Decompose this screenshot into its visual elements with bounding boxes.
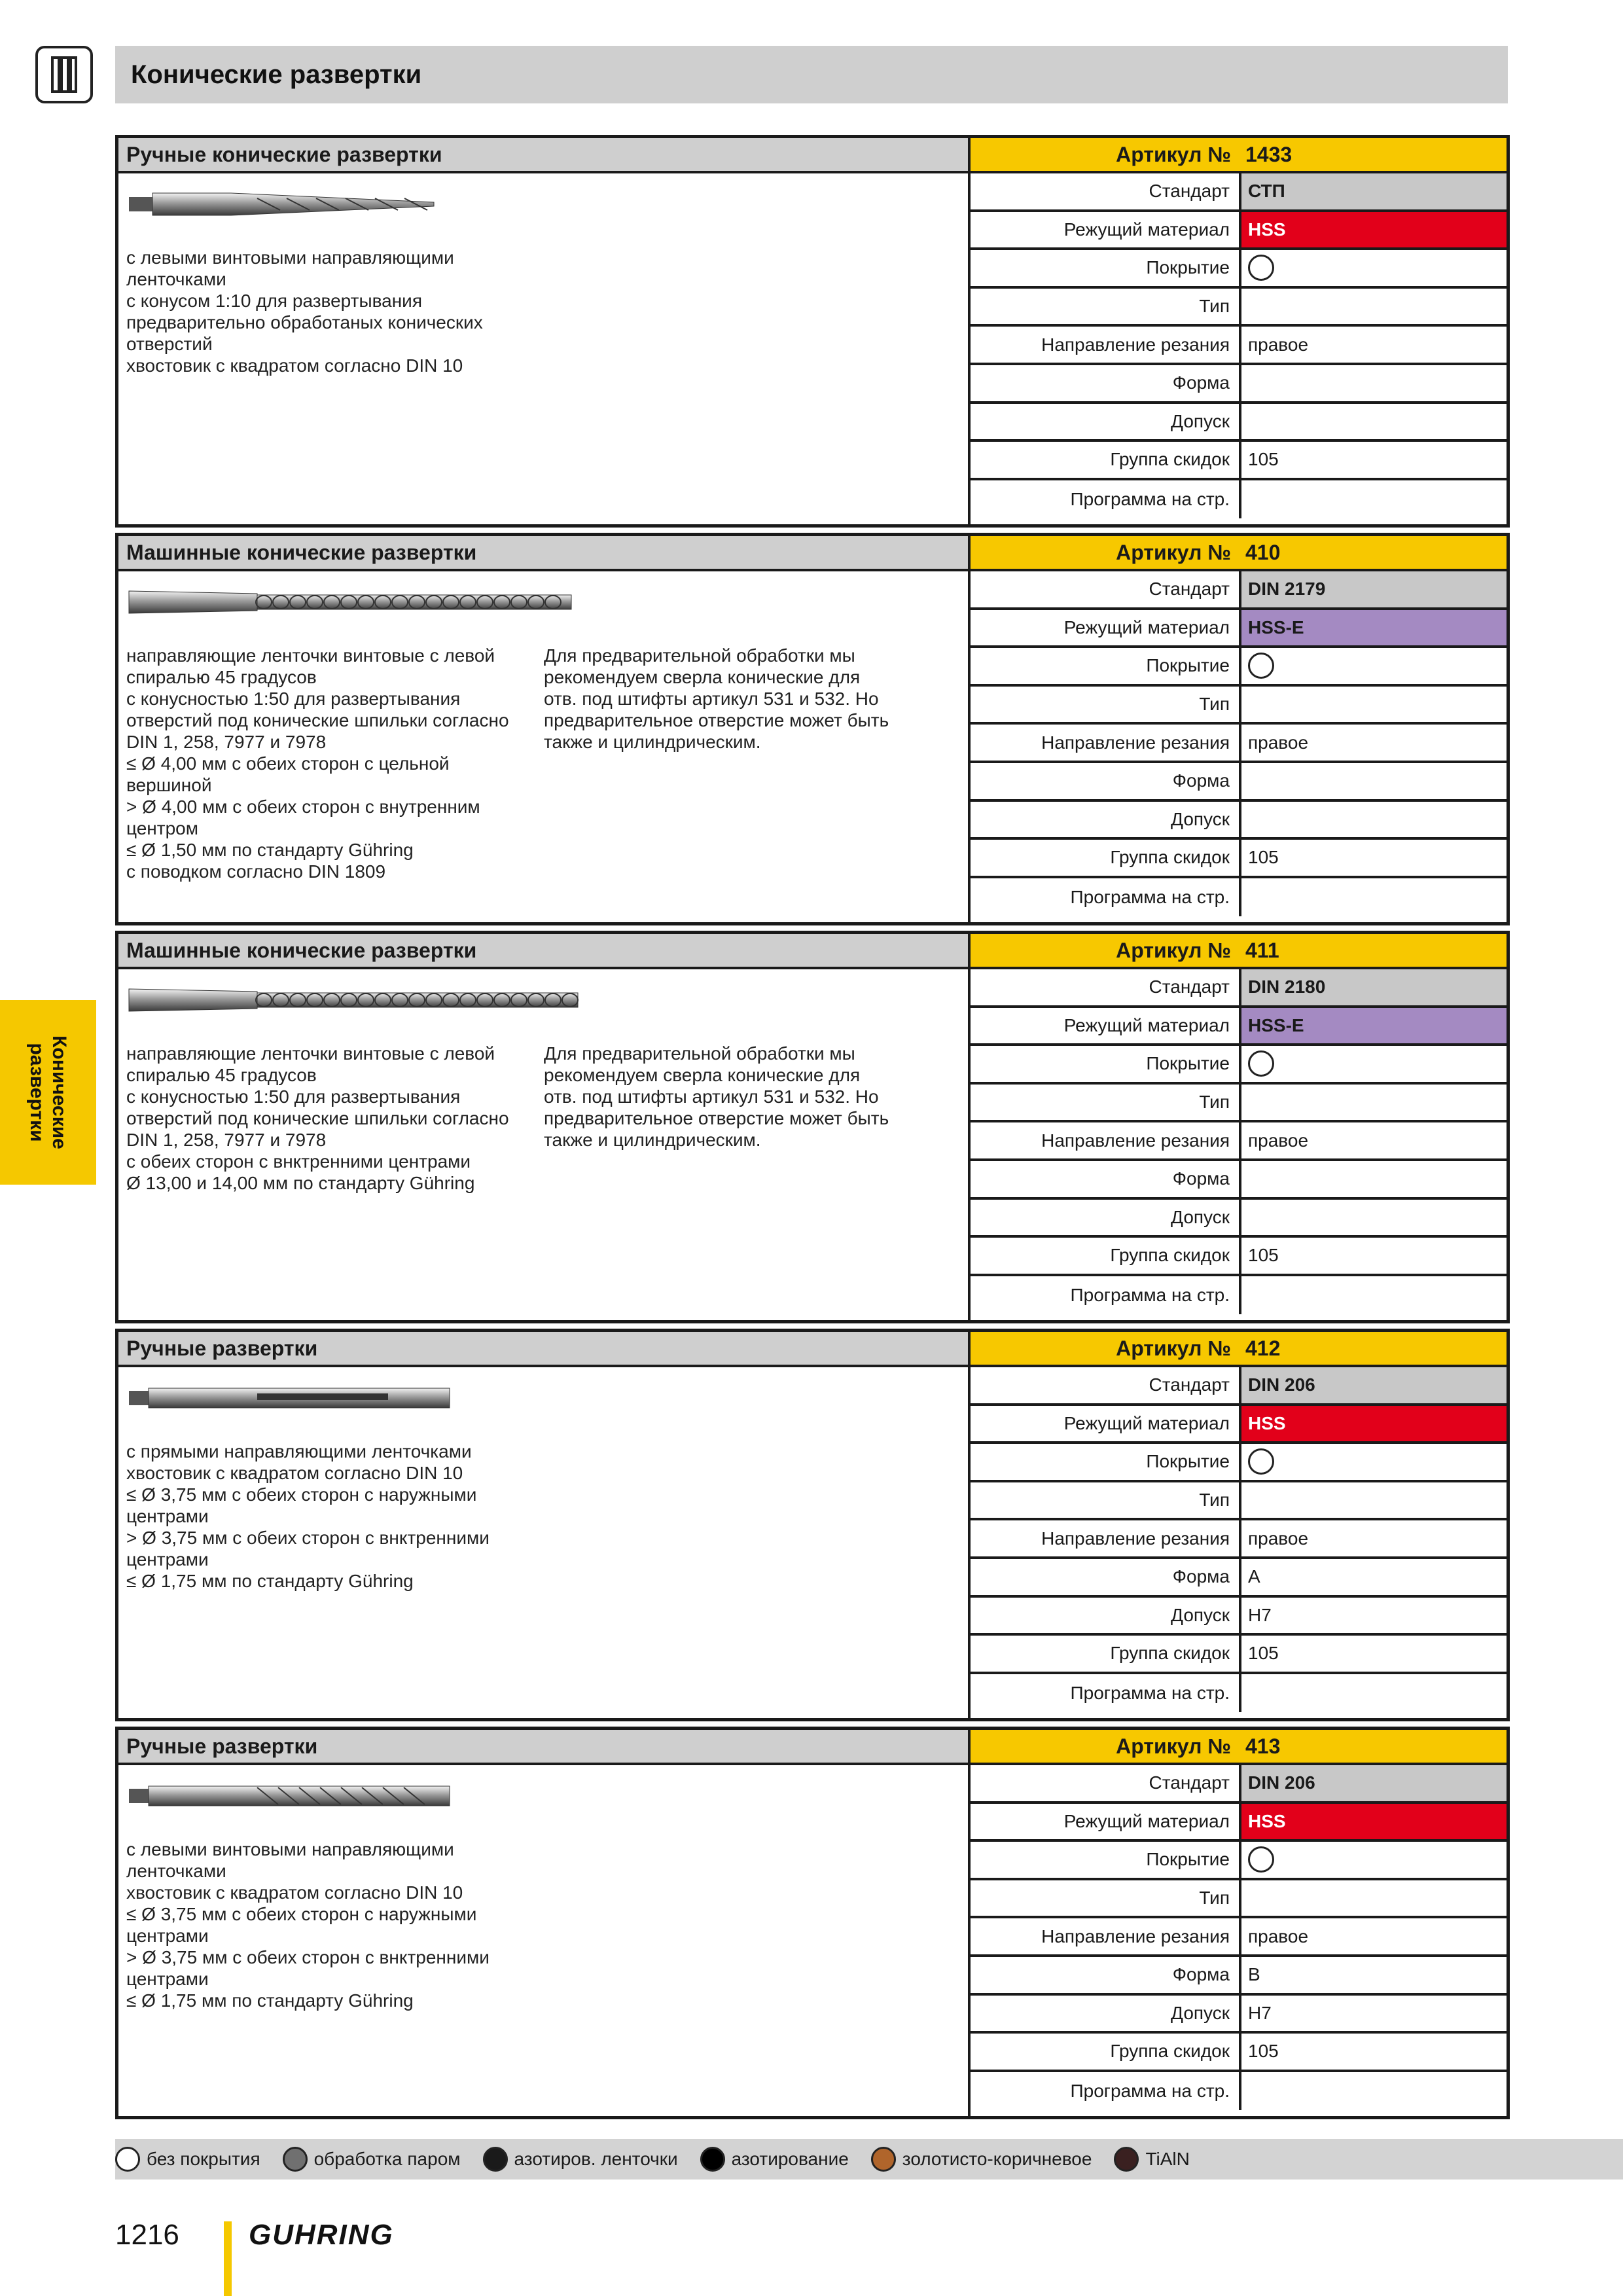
uncoated-icon [1248, 1050, 1274, 1077]
property-value-type [1241, 1482, 1507, 1518]
property-value-coating [1241, 1842, 1507, 1878]
property-row-type [971, 1880, 1507, 1919]
uncoated-icon [1248, 1448, 1274, 1475]
property-row-program [971, 1674, 1507, 1713]
product-description: с левыми винтовыми направляющими ленточками с конусом 1:10 для развертывания предварительно обработаных конических отверстий хвостовик с квадратом согласно DIN 10 [126, 247, 483, 376]
property-row-type [971, 1482, 1507, 1521]
product-description-panel [118, 571, 971, 922]
legend-item [115, 2147, 260, 2172]
property-value-direction: правое [1248, 1926, 1309, 1946]
legend-label: TiAlN [1145, 2149, 1190, 2169]
legend-item [700, 2147, 849, 2172]
uncoated-icon [1248, 653, 1274, 679]
property-value-type [1241, 1880, 1507, 1916]
coating-swatch-icon [115, 2147, 140, 2172]
property-value-type [1241, 1085, 1507, 1121]
property-label: Допуск [971, 1996, 1241, 2032]
property-label: Режущий материал [971, 1804, 1241, 1840]
property-row-form [971, 1161, 1507, 1200]
property-value-material: HSS [1241, 1804, 1507, 1840]
reamer-tool-image [126, 582, 584, 624]
property-label: Тип [971, 1880, 1241, 1916]
property-row-form [971, 763, 1507, 802]
property-label: Форма [971, 1957, 1241, 1993]
property-value-form [1241, 1161, 1507, 1197]
reamer-tab-icon [35, 46, 93, 103]
property-row-discount [971, 1636, 1507, 1674]
product-recommendation: Для предварительной обработки мы рекомендуем сверла конические для отв. под штифты артикул 531 и 532. Но предварительное отверстие может быть также и цилиндрическим. [544, 645, 889, 752]
article-label: Артикул № [1116, 938, 1231, 962]
coating-swatch-icon [483, 2147, 508, 2172]
product-block [115, 1329, 1510, 1721]
property-row-tolerance [971, 404, 1507, 442]
legend-item [483, 2147, 678, 2172]
property-row-direction [971, 1122, 1507, 1161]
product-description-panel [118, 969, 971, 1320]
property-row-tolerance [971, 1598, 1507, 1636]
property-row-tolerance [971, 802, 1507, 840]
reamer-tool-image [126, 184, 440, 226]
property-value-direction: правое [1248, 334, 1309, 355]
page-title-band [115, 46, 1508, 103]
page-number: 1216 [115, 2219, 179, 2251]
property-value-program [1241, 878, 1507, 917]
property-value-discount: 105 [1248, 2041, 1279, 2062]
coating-swatch-icon [1114, 2147, 1139, 2172]
property-value-tolerance [1241, 1200, 1507, 1236]
article-label: Артикул № [1116, 1734, 1231, 1758]
property-label: Программа на стр. [971, 1276, 1241, 1315]
legend-label: обработка паром [313, 2149, 461, 2169]
property-label: Направление резания [971, 1122, 1241, 1158]
product-title: Машинные конические развертки [118, 934, 971, 969]
article-label: Артикул № [1116, 540, 1231, 564]
properties-table [971, 571, 1507, 922]
property-value-standard: СТП [1241, 173, 1507, 209]
property-label: Стандарт [971, 173, 1241, 209]
property-row-type [971, 687, 1507, 725]
property-row-standard [971, 1765, 1507, 1804]
article-row [971, 1730, 1507, 1765]
property-value-material: HSS-E [1241, 1008, 1507, 1044]
property-row-direction [971, 1918, 1507, 1957]
property-value-discount: 105 [1248, 847, 1279, 868]
property-row-tolerance [971, 1996, 1507, 2034]
property-value-type [1241, 289, 1507, 325]
property-label: Допуск [971, 404, 1241, 440]
reamer-tool-image [126, 1378, 454, 1420]
article-label: Артикул № [1116, 1336, 1231, 1360]
property-value-direction: правое [1248, 1130, 1309, 1151]
property-value-material: HSS [1241, 212, 1507, 248]
product-block [115, 533, 1510, 925]
property-value-direction: правое [1248, 732, 1309, 753]
property-value-program [1241, 1276, 1507, 1315]
article-number[interactable]: 410 [1245, 540, 1281, 564]
property-label: Стандарт [971, 571, 1241, 607]
property-label: Стандарт [971, 969, 1241, 1005]
side-tab-label: Конические развертки [26, 1035, 70, 1149]
property-label: Программа на стр. [971, 480, 1241, 519]
property-label: Стандарт [971, 1367, 1241, 1403]
reamer-tool-image [126, 1776, 454, 1818]
property-label: Допуск [971, 1200, 1241, 1236]
property-row-material [971, 610, 1507, 649]
property-row-form [971, 365, 1507, 404]
legend-item [283, 2147, 461, 2172]
property-label: Покрытие [971, 648, 1241, 684]
property-label: Группа скидок [971, 442, 1241, 478]
product-description-panel [118, 1765, 971, 2116]
property-value-standard: DIN 206 [1241, 1367, 1507, 1403]
property-label: Покрытие [971, 1842, 1241, 1878]
property-label: Программа на стр. [971, 1674, 1241, 1713]
product-block [115, 1727, 1510, 2119]
property-value-standard: DIN 206 [1241, 1765, 1507, 1801]
article-row [971, 536, 1507, 571]
properties-table [971, 1367, 1507, 1718]
property-label: Допуск [971, 802, 1241, 838]
property-label: Стандарт [971, 1765, 1241, 1801]
property-row-standard [971, 173, 1507, 212]
legend-item [871, 2147, 1092, 2172]
legend-label: азотирование [731, 2149, 849, 2169]
article-row [971, 1332, 1507, 1367]
property-row-program [971, 2072, 1507, 2111]
coating-swatch-icon [283, 2147, 308, 2172]
properties-table [971, 1765, 1507, 2116]
coating-swatch-icon [871, 2147, 896, 2172]
property-row-coating [971, 1046, 1507, 1085]
property-label: Тип [971, 1482, 1241, 1518]
property-row-program [971, 1276, 1507, 1315]
property-value-form: B [1248, 1964, 1260, 1985]
properties-table [971, 969, 1507, 1320]
property-row-coating [971, 250, 1507, 289]
property-row-type [971, 1085, 1507, 1123]
coating-legend [115, 2139, 1623, 2179]
legend-label: азотиров. ленточки [514, 2149, 678, 2169]
property-label: Тип [971, 687, 1241, 723]
property-label: Группа скидок [971, 1238, 1241, 1274]
property-label: Форма [971, 763, 1241, 799]
product-description: с левыми винтовыми направляющими ленточками хвостовик с квадратом согласно DIN 10 ≤ Ø 3,75 мм с обеих сторон с наружными центрами > Ø 3,75 мм с обеих сторон с внктренними центрами ≤ Ø 1,75 мм по стандарту Gühring [126, 1839, 490, 2011]
property-row-direction [971, 725, 1507, 763]
product-title: Машинные конические развертки [118, 536, 971, 571]
property-row-form [971, 1559, 1507, 1598]
legend-label: золотисто-коричневое [902, 2149, 1092, 2169]
product-block [115, 931, 1510, 1323]
article-row [971, 138, 1507, 173]
product-title: Ручные развертки [118, 1332, 971, 1367]
property-label: Покрытие [971, 250, 1241, 286]
property-label: Допуск [971, 1598, 1241, 1634]
property-label: Покрытие [971, 1046, 1241, 1082]
article-row [971, 934, 1507, 969]
property-value-discount: 105 [1248, 449, 1279, 470]
product-title: Ручные развертки [118, 1730, 971, 1765]
product-block [115, 135, 1510, 528]
property-value-coating [1241, 648, 1507, 684]
property-row-standard [971, 571, 1507, 610]
property-label: Программа на стр. [971, 2072, 1241, 2111]
product-description: направляющие ленточки винтовые с левой спиралью 45 градусов с конусностью 1:50 для развертывания отверстий под конические шпильки согласно DIN 1, 258, 7977 и 7978 с обеих сторон с внктренними центрами Ø 13,00 и 14,00 мм по стандарту Gühring [126, 1043, 509, 1193]
property-label: Направление резания [971, 1520, 1241, 1556]
property-label: Режущий материал [971, 1008, 1241, 1044]
product-title: Ручные конические развертки [118, 138, 971, 173]
legend-label: без покрытия [147, 2149, 260, 2169]
property-label: Форма [971, 365, 1241, 401]
property-label: Режущий материал [971, 610, 1241, 646]
section-side-tab[interactable] [0, 1000, 96, 1185]
article-label: Артикул № [1116, 142, 1231, 166]
property-label: Тип [971, 1085, 1241, 1121]
property-value-program [1241, 480, 1507, 519]
property-value-material: HSS-E [1241, 610, 1507, 646]
brand-logo: GUHRING [249, 2219, 394, 2251]
uncoated-icon [1248, 255, 1274, 281]
property-row-standard [971, 969, 1507, 1008]
property-value-program [1241, 1674, 1507, 1713]
property-label: Направление резания [971, 327, 1241, 363]
coating-swatch-icon [700, 2147, 725, 2172]
property-row-program [971, 480, 1507, 519]
property-value-discount: 105 [1248, 1643, 1279, 1664]
property-value-tolerance: H7 [1248, 2002, 1272, 2023]
property-label: Группа скидок [971, 1636, 1241, 1672]
property-label: Форма [971, 1161, 1241, 1197]
article-number[interactable]: 411 [1245, 938, 1279, 962]
property-label: Тип [971, 289, 1241, 325]
property-value-coating [1241, 250, 1507, 286]
property-row-type [971, 289, 1507, 327]
property-row-form [971, 1957, 1507, 1996]
property-value-discount: 105 [1248, 1245, 1279, 1266]
property-value-program [1241, 2072, 1507, 2111]
property-value-tolerance: H7 [1248, 1604, 1272, 1625]
property-row-material [971, 1804, 1507, 1842]
property-row-standard [971, 1367, 1507, 1406]
page-title: Конические развертки [131, 60, 422, 89]
property-value-standard: DIN 2180 [1241, 969, 1507, 1005]
property-row-direction [971, 1520, 1507, 1559]
property-value-material: HSS [1241, 1406, 1507, 1442]
property-label: Группа скидок [971, 2034, 1241, 2070]
property-row-material [971, 212, 1507, 251]
footer-accent-bar [224, 2221, 232, 2296]
product-description: с прямыми направляющими ленточками хвостовик с квадратом согласно DIN 10 ≤ Ø 3,75 мм с обеих сторон с наружными центрами > Ø 3,75 мм с обеих сторон с внктренними центрами ≤ Ø 1,75 мм по стандарту Gühring [126, 1441, 490, 1591]
product-description-panel [118, 1367, 971, 1718]
article-number[interactable]: 413 [1245, 1734, 1281, 1758]
property-row-discount [971, 442, 1507, 480]
property-value-form [1241, 763, 1507, 799]
property-row-discount [971, 1238, 1507, 1276]
property-row-direction [971, 327, 1507, 365]
product-recommendation: Для предварительной обработки мы рекомендуем сверла конические для отв. под штифты артикул 531 и 532. Но предварительное отверстие может быть также и цилиндрическим. [544, 1043, 889, 1150]
article-number[interactable]: 1433 [1245, 142, 1293, 166]
property-value-tolerance [1241, 802, 1507, 838]
property-row-coating [971, 1444, 1507, 1482]
property-value-form: A [1248, 1566, 1260, 1587]
uncoated-icon [1248, 1846, 1274, 1873]
property-row-program [971, 878, 1507, 917]
property-row-material [971, 1008, 1507, 1047]
property-label: Группа скидок [971, 840, 1241, 876]
property-row-coating [971, 1842, 1507, 1880]
property-row-discount [971, 840, 1507, 878]
product-description-panel [118, 173, 971, 524]
reamer-tool-image [126, 980, 584, 1022]
property-label: Направление резания [971, 725, 1241, 761]
legend-item [1114, 2147, 1189, 2172]
property-label: Режущий материал [971, 1406, 1241, 1442]
property-value-coating [1241, 1444, 1507, 1480]
property-row-coating [971, 648, 1507, 687]
property-value-standard: DIN 2179 [1241, 571, 1507, 607]
property-label: Режущий материал [971, 212, 1241, 248]
property-label: Программа на стр. [971, 878, 1241, 917]
article-number[interactable]: 412 [1245, 1336, 1281, 1360]
property-value-coating [1241, 1046, 1507, 1082]
property-label: Форма [971, 1559, 1241, 1595]
property-row-discount [971, 2034, 1507, 2072]
properties-table [971, 173, 1507, 524]
property-row-material [971, 1406, 1507, 1444]
property-value-type [1241, 687, 1507, 723]
property-value-tolerance [1241, 404, 1507, 440]
property-row-tolerance [971, 1200, 1507, 1238]
property-label: Направление резания [971, 1918, 1241, 1954]
property-label: Покрытие [971, 1444, 1241, 1480]
product-description: направляющие ленточки винтовые с левой спиралью 45 градусов с конусностью 1:50 для развертывания отверстий под конические шпильки согласно DIN 1, 258, 7977 и 7978 ≤ Ø 4,00 мм с обеих сторон с цельной вершиной > Ø 4,00 мм с обеих сторон с внутренним центром ≤ Ø 1,50 мм по стандарту Gühring с поводком согласно DIN 1809 [126, 645, 509, 882]
property-value-direction: правое [1248, 1528, 1309, 1549]
property-value-form [1241, 365, 1507, 401]
